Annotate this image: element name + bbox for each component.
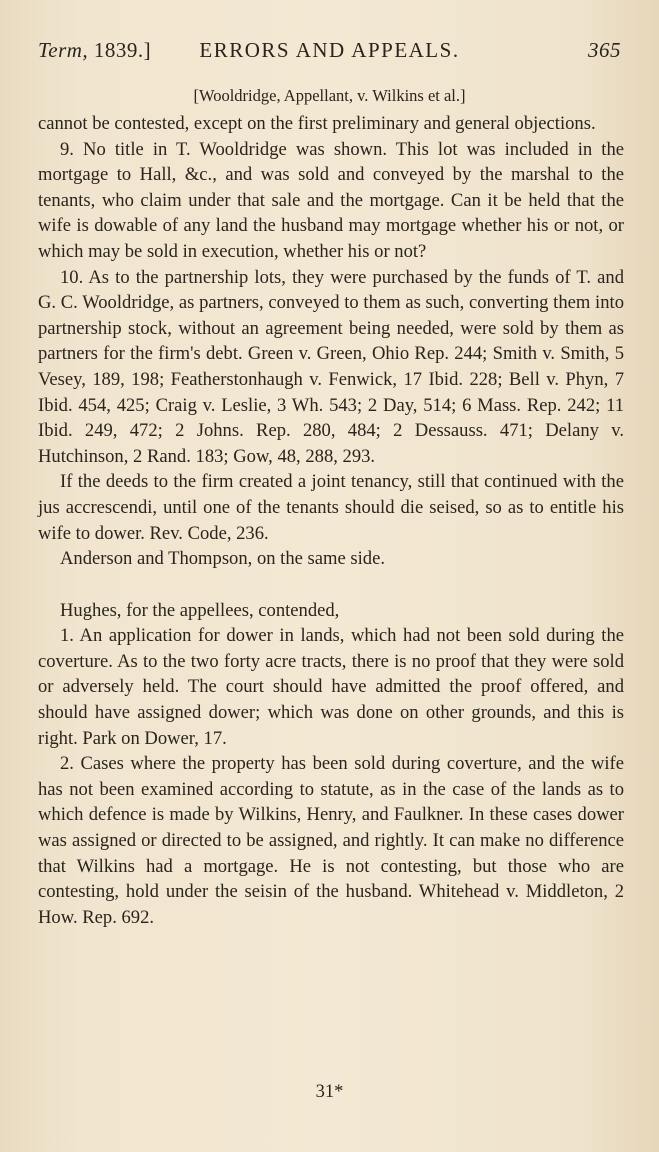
paragraph-appellee-point-1: 1. An application for dower in lands, which had not been sold during the coverture. As to the two forty acre tracts, there is no proof that they were sold or adversely held. The court should have admitted the proof offered, and should have assigned dower; which was done on other grounds, and this is right. Park on Dower, 17. xyxy=(38,625,624,749)
page-number: 365 xyxy=(588,38,621,62)
case-caption: [Wooldridge, Appellant, v. Wilkins et al.] xyxy=(193,86,466,105)
signature-mark: 31* xyxy=(315,1082,344,1102)
term-year: 1839.] xyxy=(93,38,152,62)
body-text xyxy=(38,111,624,930)
term-word: Term, xyxy=(38,38,89,62)
paragraph-counsel-same-side: Anderson and Thompson, on the same side. xyxy=(60,548,386,570)
running-header xyxy=(38,38,621,68)
paragraph-appellee-point-2: 2. Cases where the property has been sold during coverture, and the wife has not been examined according to statute, as in the case of the lands as to which defence is made by Wilkins, Henry, and Faulkner. In these cases dower was assigned or directed to be assigned, and rightly. It can make no difference that Wilkins had a mortgage. He is not contesting, but those who are contesting, hold under the seisin of the husband. Whitehead v. Middleton, 2 How. Rep. 692. xyxy=(38,753,624,928)
paragraph-continuation: cannot be contested, except on the first preliminary and general objections. xyxy=(38,113,596,134)
running-title: ERRORS AND APPEALS. xyxy=(199,38,460,62)
paragraph-joint-tenancy: If the deeds to the firm created a joint tenancy, still that continued with the jus accrescendi, until one of the tenants should die seised, so as to entitle his wife to dower. Rev. Code, 236. xyxy=(38,471,624,544)
paragraph-appellees-counsel: Hughes, for the appellees, contended, xyxy=(60,599,340,621)
paragraph-point-9: 9. No title in T. Wooldridge was shown. This lot was included in the mortgage to Hall, &c., and was sold and conveyed by the marshal to the tenants, who claim under that sale and the mortgage. Can it be held that the wife is dowable of any land the husband may mortgage whether his or not, or which may be sold in execution, whether his or not? xyxy=(38,138,624,262)
paragraph-point-10: 10. As to the partnership lots, they were purchased by the funds of T. and G. C. Wooldridge, as partners, conveyed to them as such, converting them into partnership stock, without an agreement being needed, were sold by them as partners for the firm's debt. Green v. Green, Ohio Rep. 244; Smith v. Smith, 5 Vesey, 189, 198; Featherstonhaugh v. Fenwick, 17 Ibid. 228; Bell v. Phyn, 7 Ibid. 454, 425; Craig v. Leslie, 3 Wh. 543; 2 Day, 514; 6 Mass. Rep. 242; 11 Ibid. 249, 472; 2 Johns. Rep. 280, 484; 2 Dessauss. 471; Delany v. Hutchinson, 2 Rand. 183; Gow, 48, 288, 293. xyxy=(38,266,624,467)
